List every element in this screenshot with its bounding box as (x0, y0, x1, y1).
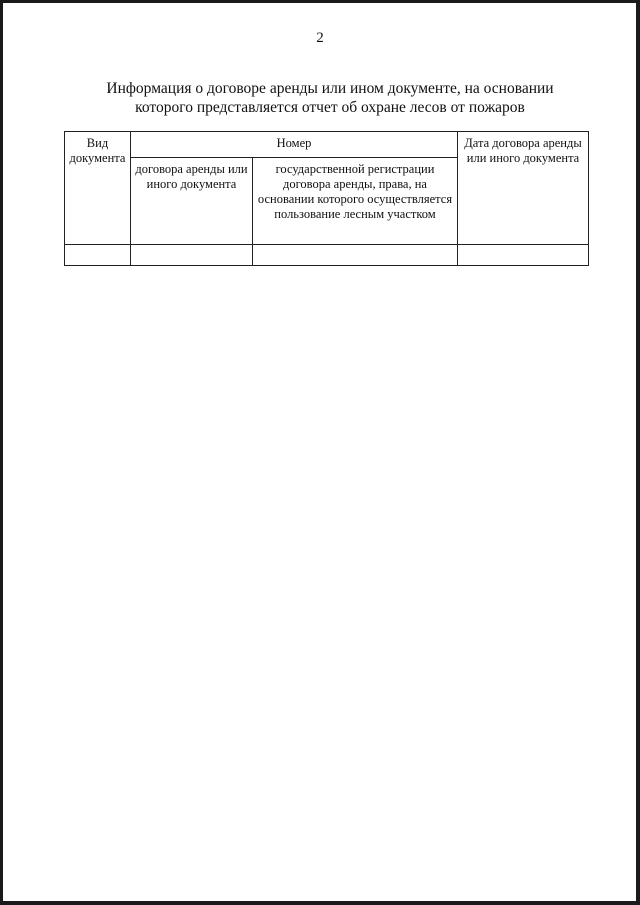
lease-info-table (64, 131, 589, 266)
cell-doc-type (65, 245, 131, 266)
document-title-line-1: Информация о договоре аренды или ином документе, на основании (106, 80, 554, 97)
scan-edge-top (0, 0, 640, 3)
page-number: 2 (316, 30, 324, 46)
header-date: Дата договора аренды или иного документа (458, 132, 589, 245)
scan-edge-left (0, 0, 3, 905)
table-row (65, 245, 589, 266)
header-number: Номер (131, 132, 458, 158)
document-title (60, 79, 600, 117)
header-registration-number: государственной регистрации договора аренды, права, на основании которого осуществляется пользование лесным участком (253, 158, 458, 245)
scan-edge-bottom (0, 901, 640, 905)
table-header-row-1 (65, 132, 589, 158)
header-doc-type: Вид документа (65, 132, 131, 245)
header-contract-number: договора аренды или иного документа (131, 158, 253, 245)
cell-contract-number (131, 245, 253, 266)
cell-registration-number (253, 245, 458, 266)
scan-edge-right (636, 0, 640, 905)
document-title-line-2: которого представляется отчет об охране лесов от пожаров (135, 99, 525, 116)
cell-date (458, 245, 589, 266)
